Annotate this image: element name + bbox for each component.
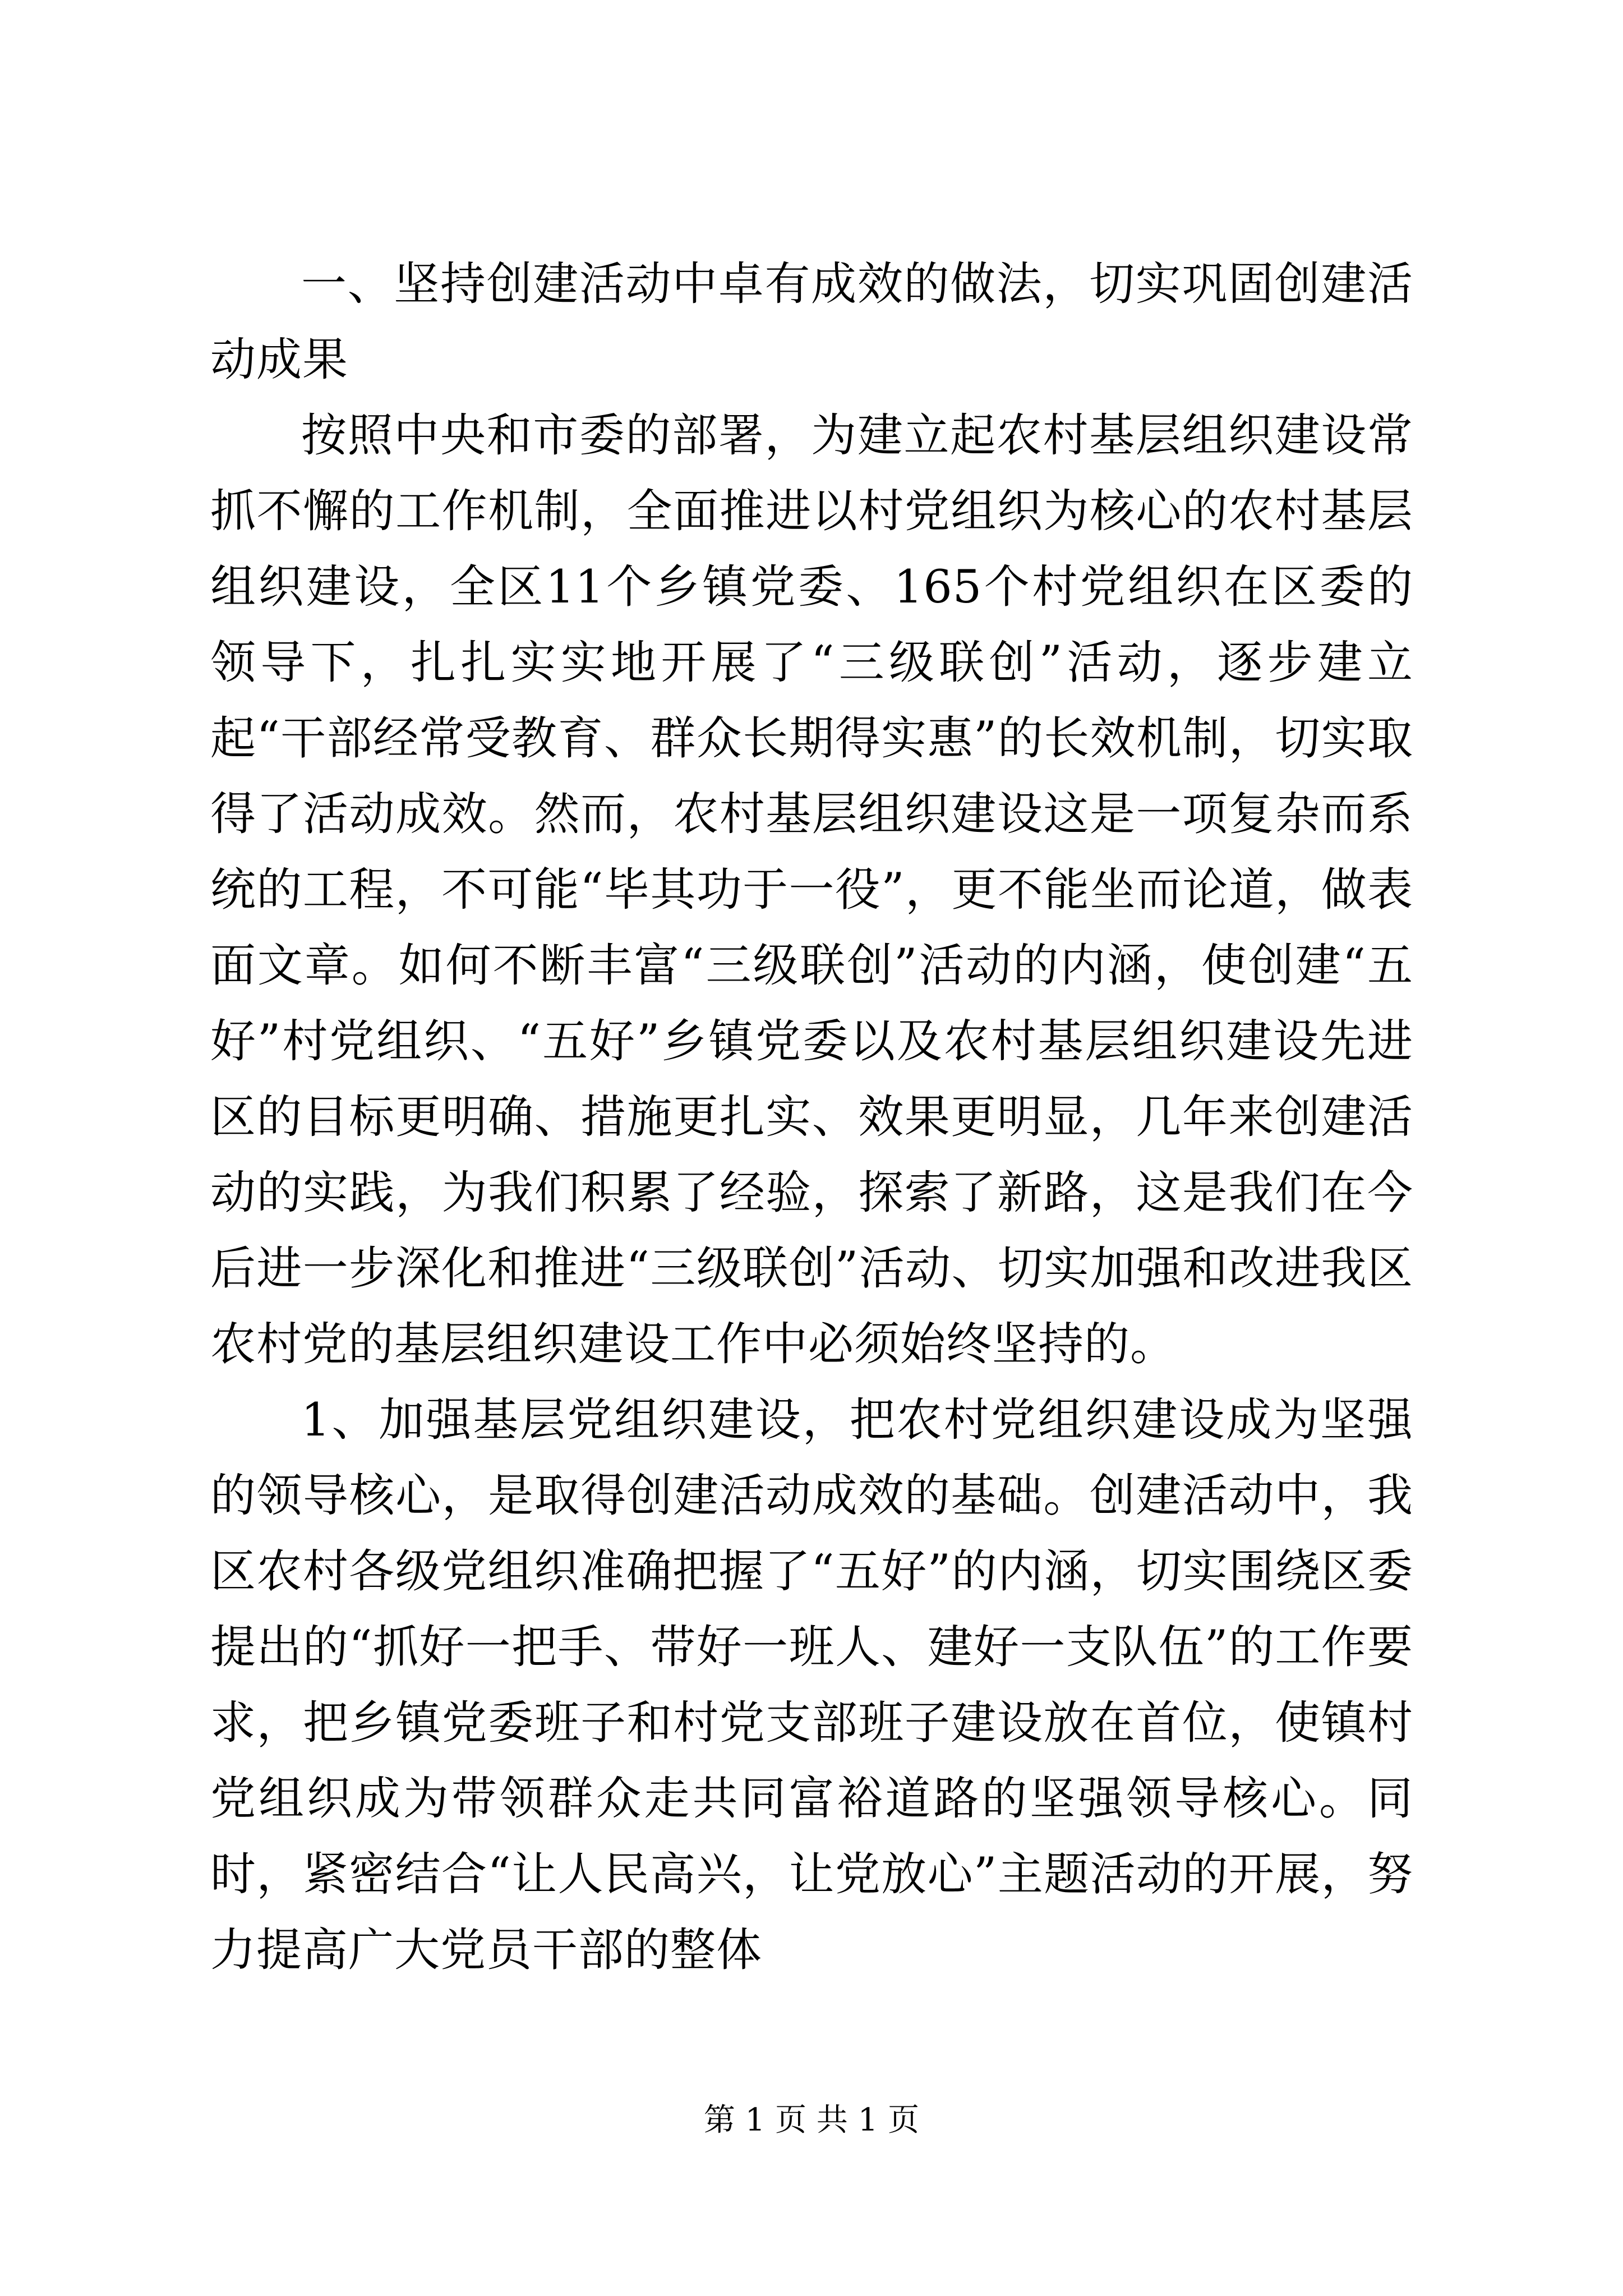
paragraph-point-1: 1、加强基层党组织建设，把农村党组织建设成为坚强的领导核心，是取得创建活动成效的基础。创建活动中，我区农村各级党组织准确把握了“五好”的内涵，切实围绕区委提出的“抓好一把手、带好一班人、建好一支队伍”的工作要求，把乡镇党委班子和村党支部班子建设放在首位，使镇村党组织成为带领群众走共同富裕道路的坚强领导核心。同时，紧密结合“让人民高兴，让党放心”主题活动的开展，努力提高广大党员干部的整体 [210,1394,1413,1977]
page-footer: 第 1 页 共 1 页 [703,2102,920,2138]
section-heading: 一、坚持创建活动中卓有成效的做法，切实巩固创建活动成果 [210,258,1413,386]
document-body [210,247,1413,1989]
paragraph-intro: 按照中央和市委的部署，为建立起农村基层组织建设常抓不懈的工作机制，全面推进以村党组织为核心的农村基层组织建设，全区11个乡镇党委、165个村党组织在区委的领导下，扎扎实实地开展了“三级联创”活动，逐步建立起“干部经常受教育、群众长期得实惠”的长效机制，切实取得了活动成效。然而，农村基层组织建设这是一项复杂而系统的工程，不可能“毕其功于一役”，更不能坐而论道，做表面文章。如何不断丰富“三级联创”活动的内涵，使创建“五好”村党组织、“五好”乡镇党委以及农村基层组织建设先进区的目标更明确、措施更扎实、效果更明显，几年来创建活动的实践，为我们积累了经验，探索了新路，这是我们在今后进一步深化和推进“三级联创”活动、切实加强和改进我区农村党的基层组织建设工作中必须始终坚持的。 [210,409,1413,1371]
